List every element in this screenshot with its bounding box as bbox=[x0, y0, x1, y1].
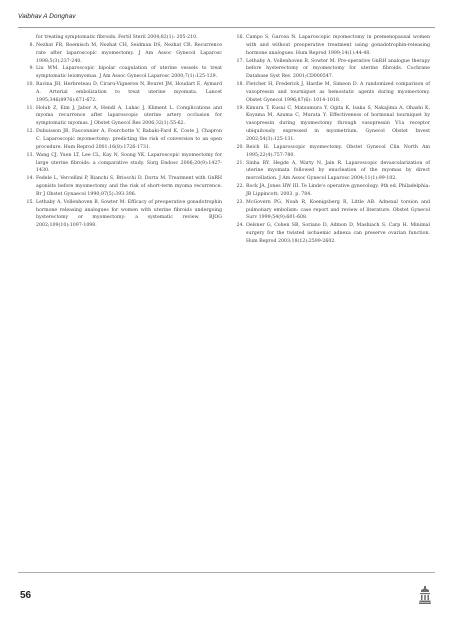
reference-item bbox=[24, 42, 222, 66]
reference-number: 8. bbox=[29, 42, 34, 48]
reference-text: Lethaby A, Vollenhoven B, Sowter M. Efficacy of preoperative gonadotrophin hormone releasing analogues for women with uterine fibroids undergoing hysterectomy or myomectomy: a systematic review. BJOG 2002;109(10):1097-1098. bbox=[36, 199, 222, 229]
reference-text: Campo S, Garcea N. Laparoscopic myomectomy in premenopausal women with and without preoperative treatment using gonadotrophin-releasing hormone analogues. Hum Reprod 1999;14(1):44-48. bbox=[246, 35, 430, 56]
reference-item bbox=[234, 183, 430, 199]
references-left-column bbox=[24, 34, 222, 230]
reference-number: 18. bbox=[236, 82, 244, 88]
reference-item bbox=[24, 128, 222, 152]
reference-item bbox=[24, 105, 222, 129]
reference-item bbox=[234, 105, 430, 144]
reference-text: Fedele L, Vercellini P, Bianchi S, Brioschi D, Dorta M. Treatment with GnRH agonists before myomectomy and the risk of short-term myoma recurrence. Br J Obstet Gynaecol 1990;97(5):393-396. bbox=[36, 176, 222, 197]
reference-text: Liu WM. Laparoscopic bipolar coagulation of uterine vessels to treat symptomatic leiomyomas. J Am Assoc Gynecol Laparosc 2000;7(1):125-129. bbox=[36, 66, 222, 80]
reference-item bbox=[234, 160, 430, 184]
reference-item bbox=[234, 199, 430, 223]
reference-number: 22. bbox=[236, 184, 244, 190]
reference-text: Lethaby A, Vollenhoven B, Sowter M. Pre-operative GnRH analogue therapy before hysterectomy or myomectomy for uterine fibroids. Cochrane Database Syst Rev. 2001;CD000547. bbox=[246, 58, 430, 80]
reference-item bbox=[234, 34, 430, 58]
reference-item bbox=[24, 34, 222, 42]
reference-number: 13. bbox=[26, 152, 34, 158]
reference-text: Fletcher H, Frederick J, Hardie M, Simeon D. A randomized comparison of vasopressin and tourniquet as hemostatic agents during myomectomy. Obstet Gynecol 1996;87(6): 1014-1018. bbox=[246, 82, 430, 103]
reference-text: Reich H. Laparoscopic myomectomy. Obstet Gynecol Clin North Am 1995;22(4):757-780. bbox=[246, 144, 430, 158]
reference-number: 10. bbox=[26, 82, 34, 88]
reference-number: 17. bbox=[236, 58, 244, 64]
reference-number: 16. bbox=[236, 35, 244, 40]
footer-divider bbox=[18, 572, 435, 573]
references-right-column bbox=[234, 34, 430, 246]
reference-number: 12. bbox=[26, 129, 34, 135]
reference-item bbox=[234, 81, 430, 105]
reference-text: Kimura T, Kusui C, Matsumura Y, Ogita K, Isaka S, Nakajima A, Ohashi K, Koyama M, Azuma C, Murata Y. Effectiveness of hormonal tourniquet by vasopressin during myomectomy through vasopressin V1a receptor ubiquitously expressed in myometrium. Gynecol Obstet Invest 2002;54(3):125-131. bbox=[246, 105, 430, 142]
reference-item bbox=[24, 199, 222, 230]
reference-text: Sinha RY, Hegde A, Warty N, Jain R. Laparoscopic devascularization of uterine myomata followed by enucleation of the myomas by direct morcellation. J Am Assoc Gynecol Laparosc 2004;11(1):99-102. bbox=[246, 160, 430, 182]
reference-text: Holub Z, Eim J, Jabor A, Hendl A, Lukac J, Kliment L. Complications and myoma recurrence after laparoscopic uterine artery occlusion for symptomatic myomas. J Obstet Gynecol Res 2006;32(1):55-62. bbox=[36, 105, 222, 127]
reference-number: 15. bbox=[26, 199, 34, 205]
header-author: Vaibhav A Donghav bbox=[18, 13, 76, 20]
reference-text: McGovern PG, Noah R, Koenigsberg R, Little AB. Adnexal torsion and pulmonary embolism: case report and review of literature. Obstet Gynecol Surv 1999;54(9):601-608. bbox=[246, 199, 430, 221]
reference-item bbox=[234, 144, 430, 160]
reference-text: Rock JA, Jones HW III. Te Linde's operative gynecology. 9th ed. Philadelphia: JB Lippincott; 2003. p. 784. bbox=[246, 184, 430, 197]
reference-text: Ravina JH, Herbreteau D, Ciraru-Vigneron N, Bouret JM, Houdart E, Aymard A. Arterial embolization to treat uterine myomata. Lancet 1995;346(8976):671-672. bbox=[36, 82, 222, 103]
reference-number: 20. bbox=[236, 144, 244, 150]
publisher-logo-icon bbox=[418, 585, 432, 605]
reference-text: Dubuisson JB, Fauconnier A, Fourchotte V, Babaki-Fard K, Coste J, Chapron C. Laparoscopic myomectomy: predicting the risk of conversion to an open procedure. Hum Reprod 2001;16(8):1726-1731. bbox=[36, 129, 222, 150]
reference-item bbox=[24, 65, 222, 81]
reference-text: Nezhat FR, Roemisch M, Nezhat CH, Seidman DS, Nezhat CR. Recurrence rate after laparoscopic myomectomy. J Am Assoc Gynecol Laparosc 1998;5(3):237-240. bbox=[36, 42, 222, 64]
reference-number: 11. bbox=[26, 105, 34, 111]
page-number: 56 bbox=[20, 590, 32, 601]
reference-number: 21. bbox=[236, 160, 244, 166]
reference-text: Wang CJ, Yuen LT, Lee CL, Kay N, Soong YK. Laparoscopic myomectomy for large uterine fibroids: a comparative study. Surg Endosc 2006;20(9):1427-1430. bbox=[36, 152, 222, 174]
reference-item bbox=[24, 175, 222, 199]
reference-number: 9. bbox=[29, 66, 34, 72]
reference-text: for treating symptomatic fibroids. Fertil Steril 2004;82(1): 205-210. bbox=[36, 35, 198, 40]
reference-number: 24. bbox=[236, 223, 244, 229]
reference-number: 23. bbox=[236, 199, 244, 205]
reference-number: 19. bbox=[236, 105, 244, 111]
reference-item bbox=[24, 152, 222, 176]
reference-item bbox=[234, 58, 430, 82]
reference-text: Oelsner G, Cohen SB, Soriano D, Admon D, Mashiach S, Carp H. Minimal surgery for the twisted ischaemic adnexa can preserve ovarian function. Hum Reprod 2003;18(12):2599-2602. bbox=[246, 223, 430, 244]
reference-item bbox=[234, 222, 430, 246]
reference-number: 14. bbox=[26, 176, 34, 182]
reference-item bbox=[24, 81, 222, 105]
running-header bbox=[18, 8, 435, 28]
